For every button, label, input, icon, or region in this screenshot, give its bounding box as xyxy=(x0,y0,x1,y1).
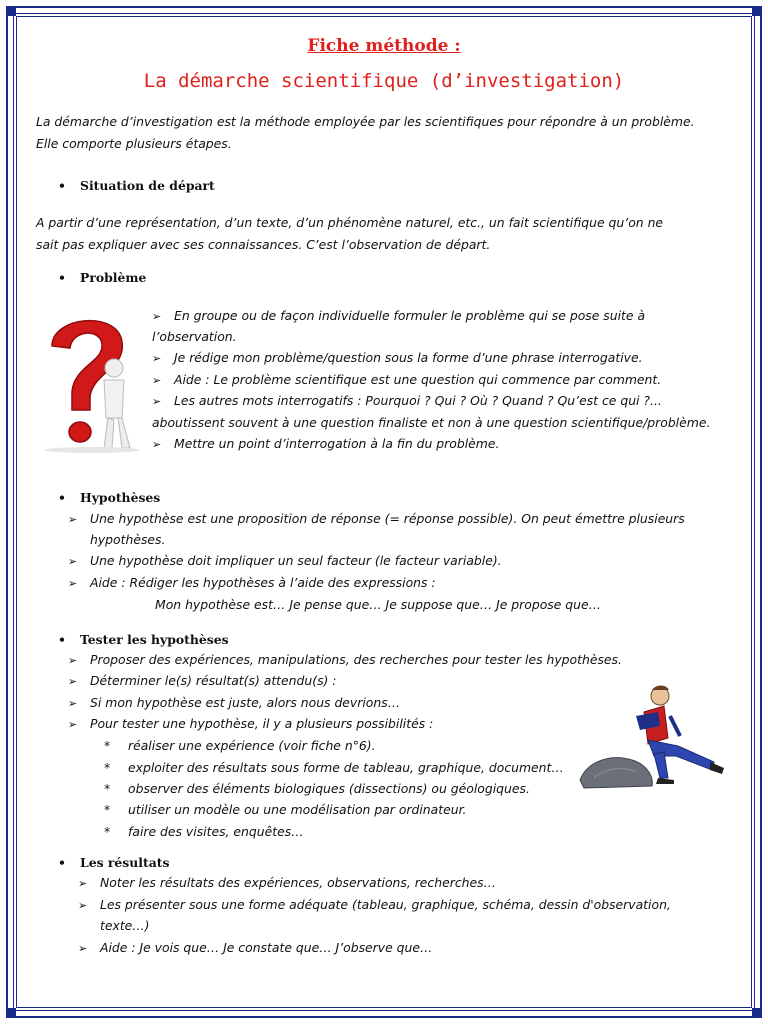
section-heading-probleme: • Problème xyxy=(58,270,147,285)
tester-item: ➢ Pour tester une hypothèse, il y a plusieurs possibilités : xyxy=(68,716,434,731)
resultats-item-cont: texte…) xyxy=(100,918,150,933)
situation-line: sait pas expliquer avec ses connaissances. C’est l’observation de départ. xyxy=(36,237,491,252)
corner-ornament xyxy=(752,1008,760,1016)
tester-sub-item: * observer des éléments biologiques (dissections) ou géologiques. xyxy=(104,781,530,796)
section-heading-situation: • Situation de départ xyxy=(58,178,215,193)
probleme-item: ➢ Aide : Le problème scientifique est une question qui commence par comment. xyxy=(152,372,662,387)
probleme-item: ➢ Mettre un point d’interrogation à la fin du problème. xyxy=(152,436,500,451)
corner-ornament xyxy=(752,8,760,16)
resultats-item: ➢ Aide : Je vois que… Je constate que… J’observe que… xyxy=(78,940,433,955)
tester-sub-item: * exploiter des résultats sous forme de tableau, graphique, document… xyxy=(104,760,564,775)
probleme-item-cont: aboutissent souvent à une question finaliste et non à une question scientifique/problème. xyxy=(152,415,711,430)
tester-item: ➢ Proposer des expériences, manipulations, des recherches pour tester les hypothèses. xyxy=(68,652,622,667)
resultats-item: ➢ Noter les résultats des expériences, observations, recherches… xyxy=(78,875,496,890)
intro-line: Elle comporte plusieurs étapes. xyxy=(36,136,232,151)
hypothese-item: ➢ Une hypothèse doit impliquer un seul facteur (le facteur variable). xyxy=(68,553,502,568)
tester-item: ➢ Si mon hypothèse est juste, alors nous devrions… xyxy=(68,695,401,710)
probleme-item-cont: l’observation. xyxy=(152,329,237,344)
tester-sub-item: * réaliser une expérience (voir fiche n°6). xyxy=(104,738,376,753)
hypothese-item-cont: hypothèses. xyxy=(90,532,166,547)
hypothese-expressions: Mon hypothèse est… Je pense que… Je suppose que… Je propose que… xyxy=(155,597,602,612)
probleme-item: ➢ Je rédige mon problème/question sous la forme d’une phrase interrogative. xyxy=(152,350,643,365)
tester-sub-item: * faire des visites, enquêtes… xyxy=(104,824,304,839)
question-mark-figure-icon xyxy=(38,306,146,454)
probleme-item: ➢ En groupe ou de façon individuelle formuler le problème qui se pose suite à xyxy=(152,308,646,323)
thinking-man-icon xyxy=(574,682,734,800)
hypothese-item: ➢ Aide : Rédiger les hypothèses à l’aide des expressions : xyxy=(68,575,436,590)
situation-line: A partir d’une représentation, d’un texte, d’un phénomène naturel, etc., un fait scientifique qu’on ne xyxy=(36,215,664,230)
section-heading-tester: • Tester les hypothèses xyxy=(58,632,229,647)
hypothese-item: ➢ Une hypothèse est une proposition de réponse (= réponse possible). On peut émettre plusieurs xyxy=(68,511,685,526)
section-heading-hypotheses: • Hypothèses xyxy=(58,490,161,505)
probleme-item: ➢ Les autres mots interrogatifs : Pourquoi ? Qui ? Où ? Quand ? Qu’est ce qui ?... xyxy=(152,393,662,408)
intro-line: La démarche d’investigation est la méthode employée par les scientifiques pour répondre à un problème. xyxy=(36,114,695,129)
tester-sub-item: * utiliser un modèle ou une modélisation par ordinateur. xyxy=(104,802,467,817)
resultats-item: ➢ Les présenter sous une forme adéquate (tableau, graphique, schéma, dessin d'observation, xyxy=(78,897,671,912)
section-heading-resultats: • Les résultats xyxy=(58,855,170,870)
corner-ornament xyxy=(8,8,16,16)
sheet-label: Fiche méthode : xyxy=(307,36,461,56)
tester-item: ➢ Déterminer le(s) résultat(s) attendu(s) : xyxy=(68,673,337,688)
page-title: La démarche scientifique (d’investigation) xyxy=(143,70,625,92)
corner-ornament xyxy=(8,1008,16,1016)
